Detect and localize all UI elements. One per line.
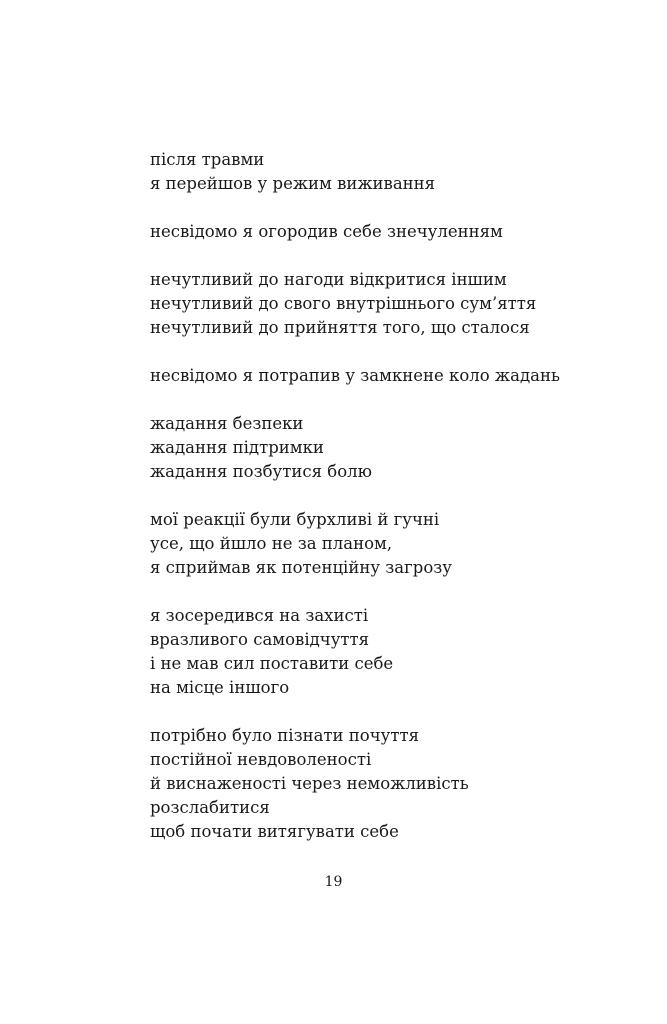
- stanza-1: [150, 148, 610, 196]
- poem-line: жадання позбутися болю: [150, 462, 372, 481]
- poem-line: нечутливий до прийняття того, що сталося: [150, 318, 530, 337]
- stanza-6: [150, 508, 610, 580]
- stanza-2: [150, 220, 610, 244]
- poem-line: жадання підтримки: [150, 438, 324, 457]
- poem-line: мої реакції були бурхливі й гучні: [150, 510, 440, 529]
- page-number: 19: [324, 874, 343, 890]
- poem-text: [150, 148, 610, 868]
- poem-line: усе, що йшло не за планом,: [150, 534, 393, 553]
- stanza-5: [150, 412, 610, 484]
- poem-line: я перейшов у режим виживання: [150, 174, 436, 193]
- poem-line: і не мав сил поставити себе: [150, 654, 394, 673]
- poem-line: на місце іншого: [150, 678, 290, 697]
- poem-line: вразливого самовідчуття: [150, 630, 370, 649]
- poem-line: після травми: [150, 150, 265, 169]
- poem-line: я сприймав як потенційну загрозу: [150, 558, 452, 577]
- poem-line: несвідомо я огородив себе знечуленням: [150, 222, 503, 241]
- stanza-3: [150, 268, 610, 340]
- poem-line: несвідомо я потрапив у замкнене коло жадань: [150, 366, 560, 385]
- poem-line: жадання безпеки: [150, 414, 304, 433]
- stanza-8: [150, 724, 610, 844]
- poem-line: щоб почати витягувати себе: [150, 822, 399, 841]
- poem-line: я зосередився на захисті: [150, 606, 369, 625]
- poem-line: нечутливий до свого внутрішнього сум’яття: [150, 294, 537, 313]
- stanza-4: [150, 364, 610, 388]
- stanza-7: [150, 604, 610, 700]
- poem-line: постійної невдоволеності: [150, 750, 372, 769]
- poem-line: потрібно було пізнати почуття: [150, 726, 420, 745]
- poem-line: нечутливий до нагоди відкритися іншим: [150, 270, 507, 289]
- poem-line: розслабитися: [150, 798, 270, 817]
- poem-line: й виснаженості через неможливість: [150, 774, 469, 793]
